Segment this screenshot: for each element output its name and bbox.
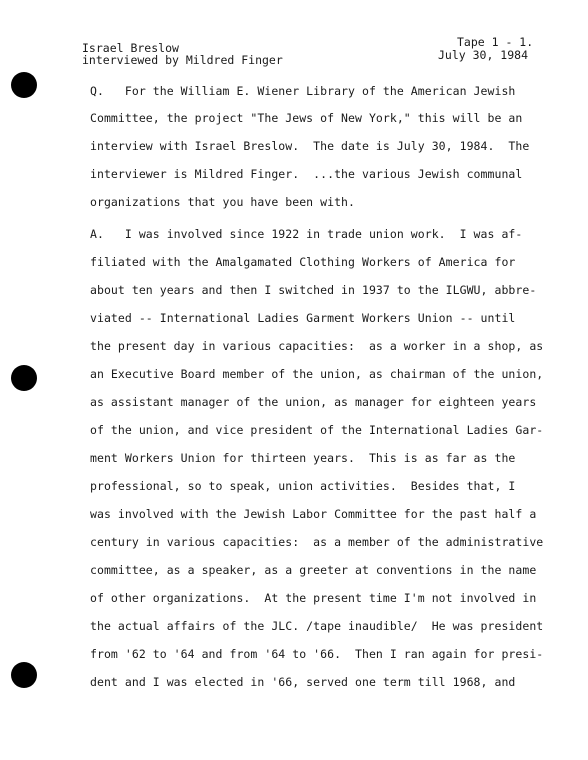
punch-hole-top [11,72,37,98]
header-date: July 30, 1984 [438,48,529,62]
punch-hole-middle [11,365,37,391]
transcript-line: the present day in various capacities: as a worker in a shop, as [90,339,544,353]
transcript-line: viated -- International Ladies Garment Workers Union -- until [90,311,516,325]
transcript-line: of the union, and vice president of the International Ladies Gar- [90,423,544,437]
header-interviewer: interviewed by Mildred Finger [82,53,283,67]
header-tape: Tape 1 - 1. [457,35,534,49]
punch-hole-bottom [11,662,37,688]
transcript-line: an Executive Board member of the union, as chairman of the union, [90,367,544,381]
transcript-line: the actual affairs of the JLC. /tape inaudible/ He was president [90,619,544,633]
transcript-line: interviewer is Mildred Finger. ...the various Jewish communal [90,167,523,181]
transcript-line: committee, as a speaker, as a greeter at conventions in the name [90,563,537,577]
transcript-line: interview with Israel Breslow. The date is July 30, 1984. The [90,139,530,153]
transcript-line: A. I was involved since 1922 in trade union work. I was af- [90,227,523,241]
transcript-line: as assistant manager of the union, as manager for eighteen years [90,395,537,409]
transcript-line: dent and I was elected in '66, served one term till 1968, and [90,675,516,689]
transcript-line: ment Workers Union for thirteen years. This is as far as the [90,451,516,465]
transcript-line: century in various capacities: as a member of the administrative [90,535,544,549]
transcript-line: about ten years and then I switched in 1937 to the ILGWU, abbre- [90,283,537,297]
transcript-line: Q. For the William E. Wiener Library of the American Jewish [90,84,516,98]
transcript-line: was involved with the Jewish Labor Committee for the past half a [90,507,537,521]
transcript-line: filiated with the Amalgamated Clothing Workers of America for [90,255,516,269]
transcript-line: of other organizations. At the present time I'm not involved in [90,591,537,605]
transcript-line: Committee, the project "The Jews of New York," this will be an [90,111,523,125]
header-name: Israel Breslow [82,41,179,55]
transcript-line: organizations that you have been with. [90,195,355,209]
transcript-line: from '62 to '64 and from '64 to '66. Then I ran again for presi- [90,647,544,661]
transcript-line: professional, so to speak, union activities. Besides that, I [90,479,516,493]
